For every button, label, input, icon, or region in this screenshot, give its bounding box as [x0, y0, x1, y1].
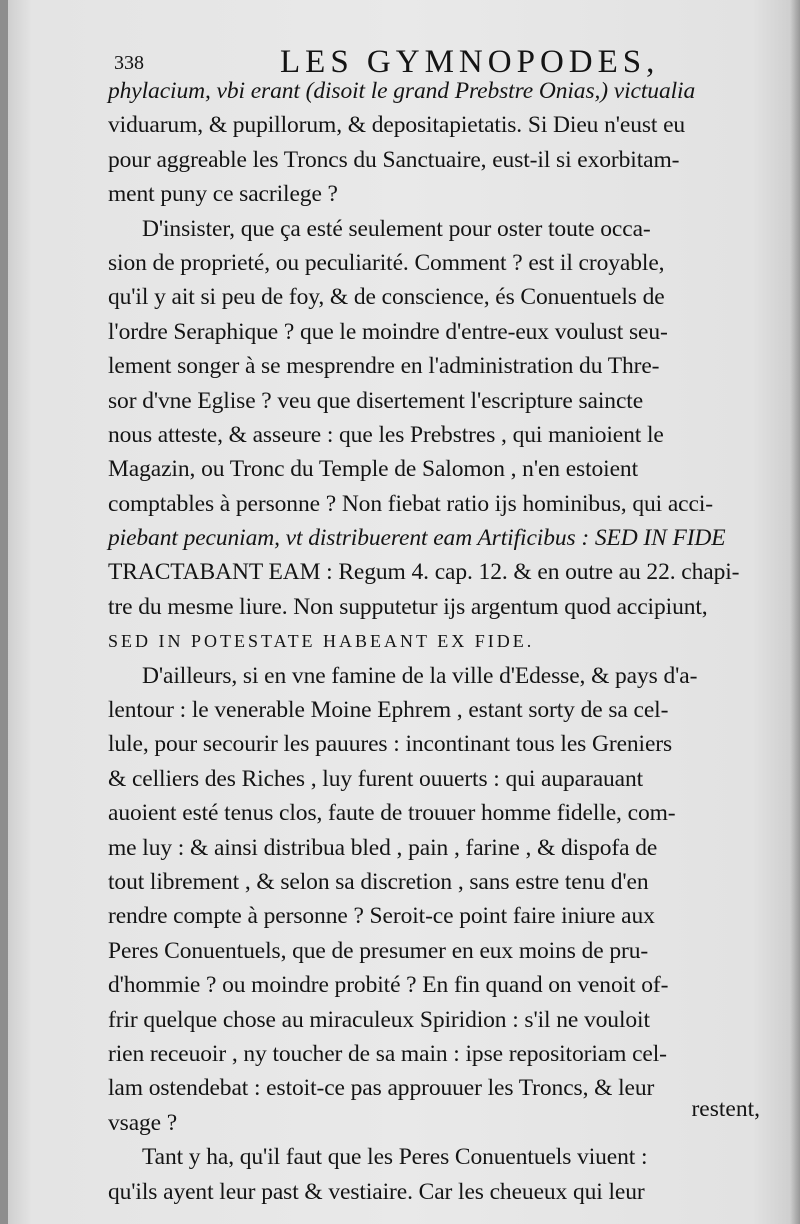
text-line: vsage ?	[108, 1109, 178, 1136]
text-line: viduarum, & pupillorum, & depositapietatis. Si Dieu n'eust eu	[108, 112, 686, 139]
text-line: auoient esté tenus clos, faute de trouuer homme fidelle, com-	[108, 800, 676, 827]
text-line: sion de proprieté, ou peculiarité. Comment ? est il croyable,	[108, 249, 665, 276]
book-page	[8, 0, 800, 1224]
text-line: frir quelque chose au miraculeux Spiridion : s'il ne vouloit	[108, 1006, 650, 1033]
text-line: rien receuoir , ny toucher de sa main : ipse repositoriam cel-	[108, 1040, 667, 1067]
text-line: sor d'vne Eglise ? veu que disertement l'escripture saincte	[108, 387, 644, 414]
text-line: me luy : & ainsi distribua bled , pain , farine , & dispofa de	[108, 834, 658, 861]
text-line: ment puny ce sacrilege ?	[108, 181, 338, 208]
text-line: qu'il y ait si peu de foy, & de conscience, és Conuentuels de	[108, 284, 665, 311]
text-line: nous atteste, & asseure : que les Prebstres , qui manioient le	[108, 421, 664, 448]
text-line: qu'ils ayent leur past & vestiaire. Car les cheueux qui leur	[108, 1178, 645, 1205]
text-line: D'insister, que ça esté seulement pour oster toute occa-	[142, 215, 651, 242]
text-line: lule, pour secourir les pauures : incontinant tous les Greniers	[108, 731, 673, 758]
text-line: Tant y ha, qu'il faut que les Peres Conuentuels viuent :	[142, 1144, 648, 1171]
catchword: restent,	[691, 1096, 760, 1122]
text-line: tre du mesme liure. Non supputetur ijs argentum quod accipiunt,	[108, 593, 708, 620]
text-line: pour aggreable les Troncs du Sanctuaire, eust-il si exorbitam-	[108, 146, 680, 173]
text-line: lentour : le venerable Moine Ephrem , estant sorty de sa cel-	[108, 697, 669, 724]
text-line: l'ordre Seraphique ? que le moindre d'entre-eux voulust seu-	[108, 318, 668, 345]
text-body	[108, 74, 768, 1209]
text-line: rendre compte à personne ? Seroit-ce point faire iniure aux	[108, 903, 655, 930]
text-line: tout librement , & selon sa discretion , sans estre tenu d'en	[108, 868, 649, 895]
text-line: lam ostendebat : estoit-ce pas approuuer les Troncs, & leur	[108, 1075, 655, 1102]
text-line: & celliers des Riches , luy furent ouuerts : qui auparauant	[108, 765, 644, 792]
text-line: D'ailleurs, si en vne famine de la ville d'Edesse, & pays d'a-	[142, 662, 698, 689]
page-number: 338	[114, 52, 144, 74]
text-line: lement songer à se mesprendre en l'administration du Thre-	[108, 353, 660, 380]
text-line: d'hommie ? ou moindre probité ? En fin quand on venoit of-	[108, 972, 669, 999]
text-line: phylacium, vbi erant (disoit le grand Prebstre Onias,) victualia	[108, 78, 696, 104]
text-line: TRACTABANT EAM : Regum 4. cap. 12. & en outre au 22. chapi-	[108, 559, 740, 586]
text-line: Peres Conuentuels, que de presumer en eux moins de pru-	[108, 937, 649, 964]
text-line: piebant pecuniam, vt distribuerent eam Artificibus : SED IN FIDE	[108, 525, 726, 552]
text-line: comptables à personne ? Non fiebat ratio ijs hominibus, qui acci-	[108, 490, 713, 517]
text-line: Magazin, ou Tronc du Temple de Salomon , n'en estoient	[108, 456, 639, 483]
text-line: SED IN POTESTATE HABEANT EX FIDE.	[108, 631, 535, 652]
page-edge-shadow	[790, 0, 800, 1224]
running-title: LES GYMNOPODES,	[280, 44, 660, 80]
